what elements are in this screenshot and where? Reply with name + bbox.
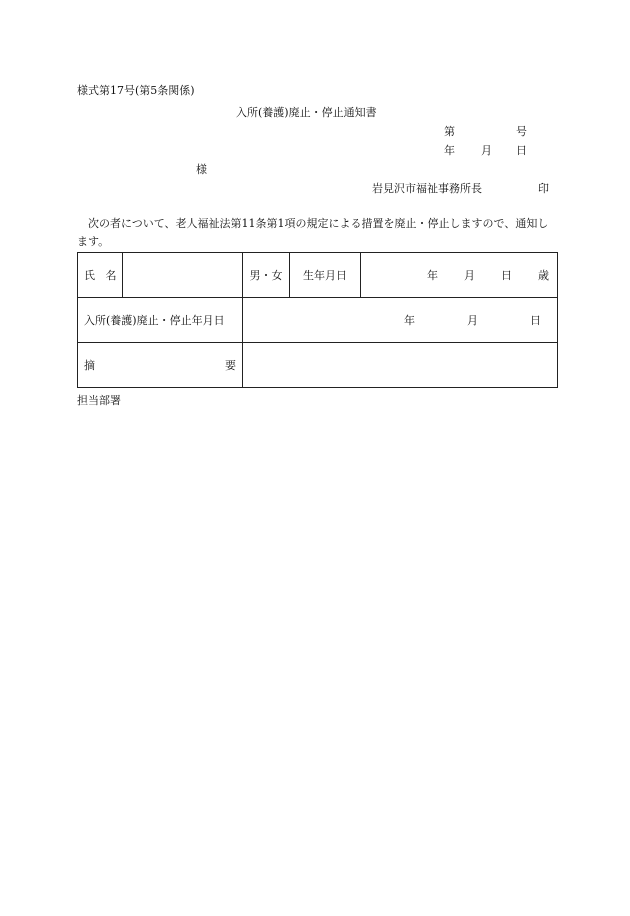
document-title: 入所(養護)廃止・停止通知書: [236, 106, 377, 119]
notice-body-text: 次の者について、老人福祉法第11条第1項の規定による措置を廃止・停止しますので、通知します。: [77, 217, 549, 248]
notice-table: [77, 252, 558, 388]
addressee-honorific: 様: [196, 163, 207, 176]
stop-date-value-cell[interactable]: [243, 298, 558, 343]
name-label-2: 名: [105, 269, 117, 282]
document-number-prefix: 第: [444, 125, 455, 138]
sex-cell[interactable]: 男・女: [243, 253, 290, 298]
dob-label-cell: 生年月日: [290, 253, 361, 298]
form-number: 様式第17号(第5条関係): [77, 84, 195, 97]
name-label-1: 氏: [84, 269, 95, 282]
stop-year: 年: [404, 314, 415, 327]
name-value-cell[interactable]: [123, 253, 243, 298]
stop-date-label-cell: 入所(養護)廃止・停止年月日: [78, 298, 243, 343]
dob-day: 日: [501, 269, 512, 282]
document-number-suffix: 号: [516, 125, 527, 138]
table-row-stop-date: [78, 298, 558, 343]
summary-value-cell[interactable]: [243, 343, 558, 388]
issue-date-year: 年: [444, 144, 455, 157]
summary-label-1: 摘: [84, 359, 95, 372]
issue-date-month: 月: [481, 144, 492, 157]
seal-mark: 印: [538, 182, 549, 195]
dob-month: 月: [464, 269, 475, 282]
table-row-name: [78, 253, 558, 298]
stop-month: 月: [467, 314, 478, 327]
dob-year: 年: [427, 269, 438, 282]
stop-day: 日: [530, 314, 541, 327]
dob-value-cell[interactable]: [361, 253, 558, 298]
name-label-cell: [78, 253, 123, 298]
dob-age: 歳: [538, 269, 549, 282]
summary-label-cell: [78, 343, 243, 388]
table-row-summary: [78, 343, 558, 388]
sender-name: 岩見沢市福祉事務所長: [372, 182, 482, 195]
department-label: 担当部署: [77, 394, 121, 407]
summary-label-2: 要: [225, 359, 236, 372]
issue-date-day: 日: [516, 144, 527, 157]
